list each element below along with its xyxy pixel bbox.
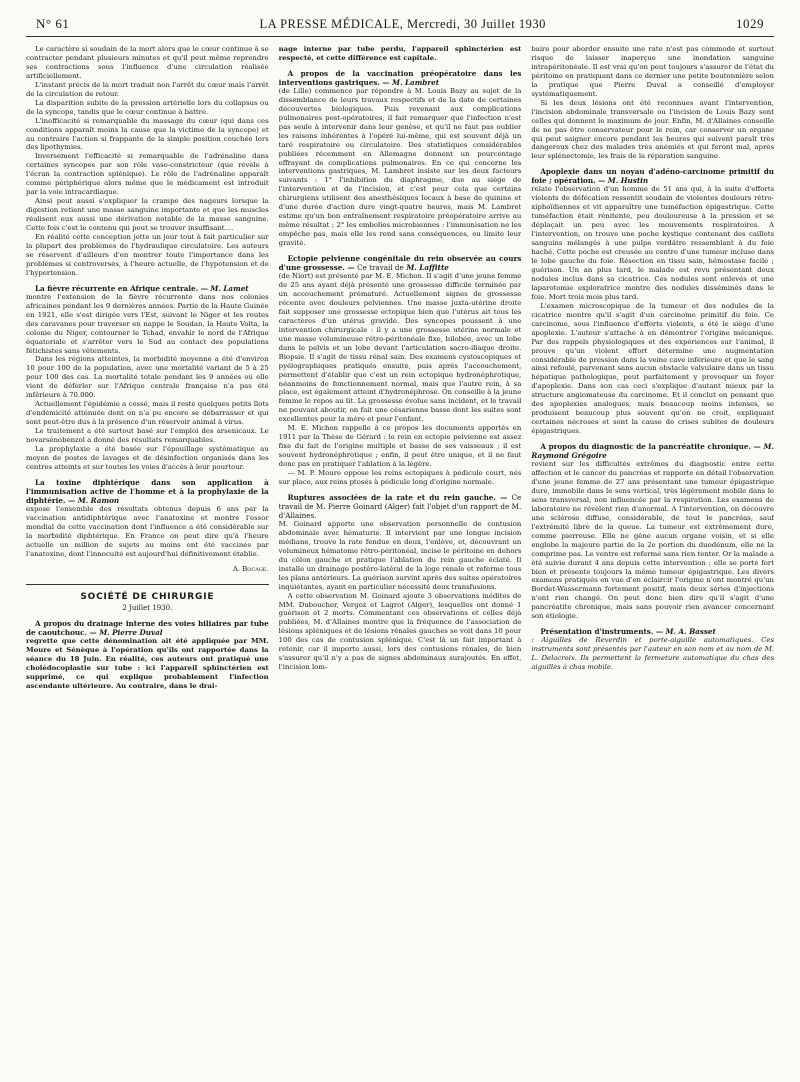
author-name: M. Pierre Duval [99, 628, 163, 638]
author-name: M. Lambret [392, 77, 440, 87]
paragraph: L'examen microscopique de la tumeur et des nodules de la cicatrice montre qu'il s'agit d'un carcinome primitif du foie. Ce carcinome, sous l'influence d'efforts violents, a été le siège d'une apoplexie. L'auteur s'attache à en démontrer l'origine mécanique. Par des rappels physiologiques et des expériences sur l'animal, il prouve qu'un violent effort détermine une augmentation considérable de pression dans la veine cave inférieure et que le sang ainsi refoulé, parvenant sans aucun obstacle valvulaire dans un tissu hépatique pathologique, peut parfaitement y provoquer un foyer d'apoplexie. Dans son cas ceci s'explique d'autant mieux par la structure angiomateuse du carcinome. Et il conclut en pensant que des apoplexies analogues, mais beaucoup moins intenses, se produisent beaucoup plus souvent qu'on ne croit, expliquant certaines nécroses et sont la cause de crises subites de douleurs épigastriques. [531, 301, 774, 436]
section-heading: Présentation d'instruments. — M. A. Basset [540, 627, 716, 637]
paragraph: M. Goinard apporte une observation personnelle de contusion abdominale avec hématurie. Il intervient par une longue incision médiane, trouve la rate fendue en deux, l'enlève, et, découvrant un volumineux hématome rétro-péritonéal, incise le péritoine en dehors du côlon gauche et pratique l'ablation du rein gauche éclaté. Il installe un drainage postéro-latéral de la loge rénale et referme tous les plans antérieurs. La guérison survint après des suites opératoires inquiétantes, ayant en particulier nécessité deux transfusions. [278, 519, 522, 591]
paragraph: — M. P. Moure oppose les reins ectopiques à pédicule court, nés sur place, aux reins ptosés à pédicule long d'origine normale. [278, 469, 522, 486]
paragraph: revient sur les difficultés extrêmes du diagnostic entre cette affection et le cancer du pancréas et rapporte en détail l'observation d'une jeune femme de 27 ans présentant une tumeur épigastrique dure, immobile dans le sens vertical, très légèrement mobile dans le sens transversal, non influencée par la respiration. Les examens de laboratoire ne révèlent rien d'anormal. A l'intervention, on découvre une sclérose diffuse, considérable, de tout le pancréas, sauf l'extrémité libre de la queue. La tumeur est extrêmement dure, comme pierreuse. Elle ne gêne aucun organe voisin, et si elle englobe la majeure partie de la 2e portion du duodénum, elle ne la comprime pas. Le ventre est refermé sans rien tenter. Or la malade a été suivie durant 4 ans depuis cette intervention ; elle se porte fort bien et présente toujours la même tumeur épigastrique. Les divers examens pratiqués en vue d'en éclaircir l'origine n'ont montré qu'un Bordet-Wassermann fortement positif, mais deux séries d'injections n'ont rien changé. On peut donc bien dire qu'il s'agit d'une pancréatite chronique, mais sans pouvoir rien avancer concernant son étiologie. [531, 460, 774, 621]
paragraph: A cette observation M. Goinard ajoute 3 observations inédites de MM. Duboucher, Vergoz et Lagrot (Alger), lesquelles ont donné 1 guérison et 2 morts. Commentant ces observations et celles déjà publiées, M. d'Allaines montre que la fréquence de l'association de lésions spléniques et de lésions rénales gauches se voit dans 10 pour 100 des cas de contusion splénique. C'est là un fait important à retenir, car il importe aussi, lors des contusions rénales, de bien s'assurer qu'il n'y a pas de signes abdominaux surajoutés. En effet, l'incision lom- [278, 591, 522, 672]
section-heading: La toxine diphtérique dans son application à l'immunisation active de l'homme et à la prophylaxie de la diphtérie. — M. Ramon [26, 477, 269, 505]
paragraph: baire pour aborder ensuite une rate n'est pas commode et surtout risque de laisser inaperçue une inondation sanguine intrapéritonéale. Il est vrai qu'on peut toujours s'assurer de l'état du péritoine en pratiquant dans ce dernier une petite boutonnière selon la pratique que Pierre Duval a conseillé d'employer systématiquement. [531, 45, 774, 98]
paragraph: Le caractère si soudain de la mort alors que le cœur continue à se contracter pendant plusieurs minutes et qu'il peut même reprendre ses contractions sous l'influence d'une circulation réalisée artificiellement. [26, 45, 269, 80]
page-header [26, 8, 774, 37]
section-heading: Ruptures associées de la rate et du rein gauche. — Ce travail de M. Pierre Goinard (Alger) fait l'objet d'un rapport de M. d'Allaines. [278, 492, 522, 520]
article-columns [16, 37, 784, 691]
paragraph: relate l'observation d'un homme de 51 ans qui, à la suite d'efforts violents de défécation ressentit soudain de violentes douleurs rétro-xiphoïdiennes et vit apparaître une tuméfaction épigastrique. Cette tuméfaction était rénitente, peu douloureuse à la pression et se déplaçait un peu avec les mouvements respiratoires. A l'intervention, on trouve une poche kystique contenant des caillots sanguins mélangés à une pulpe verdâtre ressemblant à du foie haché. Cette poche est creusée au centre d'une tumeur incluse dans le lobe gauche du foie. Résection en tissu sain, hémostase facile ; guérison. Un an plus tard, le malade est revu présentant deux nodules inclus dans sa cicatrice. Ces nodules sont enlevés et une laparotomie exploratrice montre des nodules disséminés dans le foie. Mort trois mois plus tard. [531, 185, 774, 301]
author-name: M. Raymond Grégoire [531, 442, 774, 461]
paragraph: Dans les régions atteintes, la morbidité moyenne a été d'environ 10 pour 100 de la population, avec une mortalité variant de 5 à 25 pour 100 des cas. La mortalité totale pendant les 9 années où elle vient de déferler sur l'Afrique centrale française n'a pas été inférieure à 70.000. [26, 355, 269, 400]
section-heading: Apoplexie dans un noyau d'adéno-carcinome primitif du foie ; opération. — M. Hustin [531, 167, 774, 186]
society-title: SOCIÉTÉ DE CHIRURGIE [26, 584, 269, 602]
paragraph: : Aiguilles de Reverdin et porte-aiguille automatiques. Ces instruments sont présentés par l'auteur en son nom et au nom de M. L. Delacroix. Ils permettent la fermeture automatique du chas des aiguilles à chas mobile. [531, 636, 774, 672]
section-heading: A propos du drainage interne des voies biliaires par tube de caoutchouc. — M. Pierre Duval [26, 619, 269, 638]
signature: A. Bocage. [232, 564, 269, 573]
column-3 [531, 45, 774, 691]
author-name: M. Hustin [607, 176, 649, 186]
session-date: 2 Juillet 1930. [122, 604, 173, 613]
page-number: 1029 [736, 16, 764, 31]
column-1 [26, 45, 269, 691]
paragraph: L'instant précis de la mort traduit non l'arrêt du cœur mais l'arrêt de la circulation de retour. [26, 80, 269, 98]
paragraph: expose l'ensemble des résultats obtenus depuis 6 ans par la vaccination antidiphtérique avec l'anatoxine et montre l'essor mondial de cette vaccination dont l'influence a été considérable sur la morbidité diphtérique. En France on peut dire qu'à l'heure actuelle un million de sujets au moins ont été vaccinés par l'anatoxine, dont l'innocuité est aujourd'hui définitivement établie. [26, 504, 269, 558]
section-heading: Ectopie pelvienne congénitale du rein observée au cours d'une grossesse. — Ce travail de M. Laffitte [278, 254, 522, 273]
paragraph: nage interne par tube perdu, l'appareil sphinctérien est respecté, et cette différence est capitale. [278, 45, 522, 62]
author-name: M. Laffitte [406, 263, 449, 273]
paragraph: En réalité cette conception jette un jour tout à fait particulier sur la plupart des problèmes de l'hydraulique circulatoire. Les auteurs se réservent d'ailleurs d'en montrer toute l'importance dans les problèmes si controversés, à l'heure actuelle, de l'hypotension et de l'hypertension. [26, 233, 269, 277]
author-name: M. Ramon [77, 495, 120, 505]
publication-title: LA PRESSE MÉDICALE, Mercredi, 30 Juillet 1930 [259, 17, 546, 31]
column-2 [279, 45, 522, 691]
paragraph: M. E. Michon rappelle à ce propos les documents apportés en 1911 par la Thèse de Gérard : le rein en ectopie pelvienne est assez fixe du fait de l'origine multiple et basse de ses vaisseaux ; il est souvent hydronéphrotique ; enfin, il peut être unique, et il ne faut donc pas en pratiquer l'ablation à la légère. [278, 424, 522, 469]
paragraph: regrette que cette dénomination ait été appliquée par MM. Moure et Sénèque à l'opération qu'ils ont rapportée dans la séance du 18 Juin. En réalité, ces auteurs ont pratiqué une cholédocoplastie sur tube : ici l'appareil sphinctérien est supprimé, ce qui explique probablement l'infection ascendante ultérieure. Au contraire, dans le drai- [26, 637, 269, 691]
paragraph: L'inefficacité si remarquable du massage du cœur (qui dans ces conditions apparaît moins la cause que la victime de la syncope) et au contraire l'action si frappante de la simple position couchée lors des lipothymies. [26, 116, 269, 152]
paragraph: La disparition subite de la pression artérielle lors du collapsus ou de la syncope, tandis que le cœur continue à battre. [26, 98, 269, 116]
paragraph: Le traitement a été surtout basé sur l'emploi des arsenicaux. Le novarsénobenzol a donné des résultats remarquables. [26, 427, 269, 445]
section-heading: La fièvre récurrente en Afrique centrale. — M. Lamet [35, 283, 249, 293]
issue-number: N° 61 [36, 16, 70, 31]
author-name: M. Lamet [210, 283, 249, 293]
section-heading: A propos du diagnostic de la pancréatite chronique. — M. Raymond Grégoire [531, 442, 774, 461]
paragraph: Ainsi peut aussi s'expliquer la crampe des nageurs lorsque la digestion retient une masse sanguine importante et que les muscles réalisent eux aussi une dérivation notable de la masse sanguine. Cette fois c'est le contenu qui peut se trouver insuffisant.... [26, 197, 269, 233]
paragraph: Actuellement l'épidémie a cessé, mais il reste quelques petits îlots d'endémicité atténuée dont on n'a pu encore se débarrasser et qui sont peut-être dus à la présence d'un réservoir animal à virus. [26, 400, 269, 427]
paragraph: (de Lille) commence par répondre à M. Louis Bazy au sujet de la dissemblance de leurs travaux respectifs et de la date de certaines découvertes biologiques. Puis revenant aux complications pulmonaires post-opératoires, il fait remarquer que l'infection n'est pas seule à intervenir dans leur genèse, et qu'il ne faut pas oublier les raisons inhérentes à l'opéré lui-même, qui est souvent déjà un taré respiratoire ou circulatoire. Des statistiques considérables publiées récemment en Allemagne donnent un pourcentage effrayant de complications pulmonaires. En ce qui concerne les interventions gastriques, M. Lambret insiste sur les deux facteurs suivants : 1° l'inhibition du diaphragme, due au siège de l'intervention et de l'incision, et c'est pour cela que certains chirurgiens utilisent des anesthésiques locaux à base de quinine et d'une durée d'action dure vingt-quatre heures, mais M. Lambret estime qu'un bon entraînement respiratoire préopératoire arrive au même résultat ; 2° les embolies microbiennes : l'immunisation ne les empêche pas, mais elle les rend sans conséquences, ou limite leur gravité. [278, 86, 522, 248]
paragraph: La prophylaxie a été basée sur l'épouillage systématique au moyen de postes de lavages et de désinfection organisés dans les centres atteints et sur toutes les voies d'accès à leur pourtour. [26, 444, 269, 471]
paragraph: (de Niort) est présenté par M. E. Michon. Il s'agit d'une jeune femme de 25 ans ayant déjà présenté une grossesse difficile terminée par un accouchement prématuré. Actuellement signes de grossesse récente avec douleurs pelviennes. Une masse juxta-utérine droite fait supposer une grossesse ectopique bien que l'utérus ait tous les caractères d'un utérus gravide. Des syncopes poussent à une intervention chirurgicale : il y a une grossesse utérine normale et une masse volumineuse rétro-péritonéale fixe, bilobée, avec un lobe dans le pelvis et un lobe devant l'articulation sacro-iliaque droite. Biopsie. Il s'agit de tissu rénal sain. Des examens cystoscopiques et pyélographiques pratiqués ensuite, puis après l'accouchement, permettent d'établir que c'est un rein ectopique hydronéphrotique, néanmoins de fonctionnement normal, mais que l'autre rein, à sa place, est également atteint d'hydronéphrose. On conseille à la jeune femme le repos au lit. La grossesse évolue sans incident, et le travail ne pouvant aboutir, on fait une césarienne basse dont les suites sont excellentes pour la mère et pour l'enfant. [278, 272, 522, 424]
author-name: M. A. Basset [665, 627, 716, 637]
paragraph: Inversement l'efficacité si remarquable de l'adrénaline dans certaines syncopes par son rôle vaso-constricteur (que révèle à l'écran la contraction splénique). Le rôle de l'adrénaline apparaît comme périphérique alors même que le médicament est introduit par la voie intracardiaque. [26, 152, 269, 197]
paragraph: montre l'extension de la fièvre récurrente dans nos colonies africaines pendant les 9 dernières années. Partie de la Haute Guinée en 1921, elle s'est dirigée vers l'Est, suivant le Niger et les routes des caravanes pour traverser en nappe le Soudan, la Haute Volta, la colonie du Niger, contourner le Tchad, envahir le nord de l'Afrique équatoriale et s'arrêter vers le Sud au contact des populations fétichistes sans vêtements. [26, 292, 269, 355]
paragraph: Si les deux lésions ont été reconnues avant l'intervention, l'incision abdominale transversale ou l'incision de Louis Bazy sont celles qui donnent le maximum de jour. Enfin, M. d'Allaines conseille de ne pas être conservateur pour le rein, car conserver un organe qui peut saigner encore pendant les heures qui suivent paraît très dangereux chez des malades très anémiés et qui feront mal, après leur splénectomie, les frais de la réparation sanguine. [531, 98, 774, 161]
section-heading: A propos de la vaccination préopératoire dans les interventions gastriques. — M. Lambret [278, 68, 522, 87]
